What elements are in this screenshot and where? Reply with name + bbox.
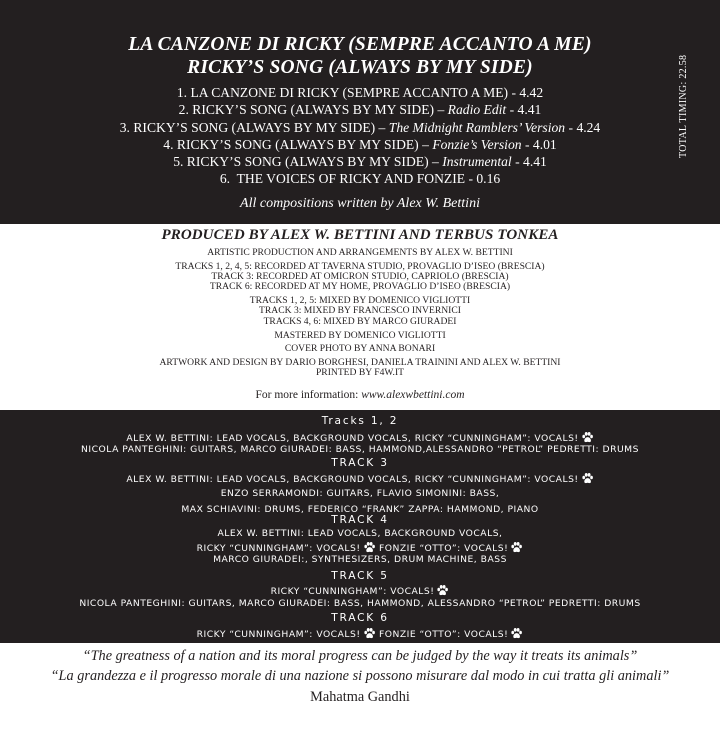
lineup-header-track-3: TRACK 3 bbox=[331, 457, 389, 469]
lineup-line: RICKY “CUNNINGHAM”: VOCALS! FONZIE “OTTO”: VOCALS! bbox=[0, 627, 720, 640]
paw-print-icon bbox=[510, 627, 523, 640]
production-credits-section bbox=[0, 224, 720, 410]
lineup-section bbox=[0, 410, 720, 643]
track-item: 6. THE VOICES OF RICKY AND FONZIE - 0.16 bbox=[219, 171, 501, 187]
lineup-line: NICOLA PANTEGHINI: GUITARS, MARCO GIURADEI: BASS, HAMMOND, ALESSANDRO “PETROL” PEDRETTI: DRUMS bbox=[79, 598, 641, 609]
track-item: 2. RICKY’S SONG (ALWAYS BY MY SIDE) – Radio Edit - 4.41 bbox=[178, 102, 542, 118]
credit-artwork: ARTWORK AND DESIGN BY DARIO BORGHESI, DANIELA TRAININI AND ALEX W. BETTINI bbox=[159, 357, 561, 369]
album-title-english: RICKY’S SONG (ALWAYS BY MY SIDE) bbox=[187, 57, 533, 78]
album-title-italian: LA CANZONE DI RICKY (SEMPRE ACCANTO A ME) bbox=[128, 34, 592, 55]
lineup-line: ALEX W. BETTINI: LEAD VOCALS, BACKGROUND VOCALS, RICKY “CUNNINGHAM”: VOCALS! bbox=[0, 472, 720, 485]
website-link[interactable]: www.alexwbettini.com bbox=[361, 389, 465, 401]
track-item: 5. RICKY’S SONG (ALWAYS BY MY SIDE) – Instrumental - 4.41 bbox=[173, 154, 547, 170]
credits-list bbox=[0, 248, 720, 379]
total-timing: TOTAL TIMING: 22.58 bbox=[678, 54, 689, 158]
credit-printed: PRINTED BY F4W.IT bbox=[315, 367, 405, 379]
paw-print-icon bbox=[581, 472, 594, 485]
paw-print-icon bbox=[581, 431, 594, 444]
quote-section bbox=[0, 643, 720, 732]
lineup-header-track-6: TRACK 6 bbox=[331, 612, 389, 624]
lineup-header-track-5: TRACK 5 bbox=[331, 570, 389, 582]
credit-cover: COVER PHOTO BY ANNA BONARI bbox=[284, 343, 436, 355]
compositions-credit: All compositions written by Alex W. Bettini bbox=[240, 196, 480, 211]
quote-author: Mahatma Gandhi bbox=[310, 689, 410, 705]
lineup-line: RICKY “CUNNINGHAM”: VOCALS! bbox=[0, 584, 720, 597]
lineup-header-tracks-1-2: Tracks 1, 2 bbox=[321, 415, 399, 427]
produced-by: PRODUCED BY ALEX W. BETTINI AND TERBUS TONKEA bbox=[161, 227, 559, 243]
more-info-label: For more information: bbox=[255, 389, 359, 401]
paw-print-icon bbox=[363, 541, 376, 554]
credit-mixed: TRACKS 4, 6: MIXED BY MARCO GIURADEI bbox=[263, 315, 457, 327]
more-info bbox=[0, 389, 720, 401]
track-item: 1. LA CANZONE DI RICKY (SEMPRE ACCANTO A ME) - 4.42 bbox=[176, 85, 544, 100]
credit-artistic: ARTISTIC PRODUCTION AND ARRANGEMENTS BY ALEX W. BETTINI bbox=[207, 247, 513, 258]
credit-recorded: TRACK 3: RECORDED AT OMICRON STUDIO, CAPRIOLO (BRESCIA) bbox=[211, 271, 509, 283]
paw-print-icon bbox=[510, 541, 523, 554]
lineup-line: ENZO SERRAMONDI: GUITARS, FLAVIO SIMONINI: BASS, bbox=[220, 488, 500, 499]
credit-mixed: TRACKS 1, 2, 5: MIXED BY DOMENICO VIGLIOTTI bbox=[249, 295, 471, 307]
lineup-header-track-4: TRACK 4 bbox=[331, 514, 389, 526]
tracklist bbox=[0, 84, 720, 188]
lineup-line: MARCO GIURADEI:, SYNTHESIZERS, DRUM MACHINE, BASS bbox=[213, 554, 507, 565]
lineup-line: ALEX W. BETTINI: LEAD VOCALS, BACKGROUND VOCALS, RICKY “CUNNINGHAM”: VOCALS! bbox=[0, 431, 720, 444]
track-item: 4. RICKY’S SONG (ALWAYS BY MY SIDE) – Fonzie’s Version - 4.01 bbox=[163, 136, 557, 152]
lineup-line: ALEX W. BETTINI: LEAD VOCALS, BACKGROUND VOCALS, bbox=[217, 528, 503, 539]
title-section bbox=[0, 0, 720, 224]
lineup-line: RICKY “CUNNINGHAM”: VOCALS! FONZIE “OTTO”: VOCALS! bbox=[0, 541, 720, 554]
track-item: 3. RICKY’S SONG (ALWAYS BY MY SIDE) – The Midnight Ramblers’ Version - 4.24 bbox=[119, 119, 601, 135]
credit-recorded: TRACKS 1, 2, 4, 5: RECORDED AT TAVERNA STUDIO, PROVAGLIO D’ISEO (BRESCIA) bbox=[175, 260, 545, 272]
credit-mastered: MASTERED BY DOMENICO VIGLIOTTI bbox=[274, 329, 446, 341]
lineup-line: NICOLA PANTEGHINI: GUITARS, MARCO GIURADEI: BASS, HAMMOND,ALESSANDRO “PETROL” PEDRETTI: DRUMS bbox=[81, 444, 639, 455]
paw-print-icon bbox=[436, 584, 449, 597]
credit-recorded: TRACK 6: RECORDED AT MY HOME, PROVAGLIO D’ISEO (BRESCIA) bbox=[209, 281, 511, 293]
quote-english: “The greatness of a nation and its moral progress can be judged by the way it treats its animals” bbox=[82, 648, 638, 664]
paw-print-icon bbox=[363, 627, 376, 640]
lineup-line: MAX SCHIAVINI: DRUMS, FEDERICO “FRANK” ZAPPA: HAMMOND, PIANO bbox=[181, 504, 539, 515]
credit-mixed: TRACK 3: MIXED BY FRANCESCO INVERNICI bbox=[259, 305, 461, 317]
quote-italian: “La grandezza e il progresso morale di una nazione si possono misurare dal modo in cui tratta gli animali” bbox=[50, 668, 670, 684]
